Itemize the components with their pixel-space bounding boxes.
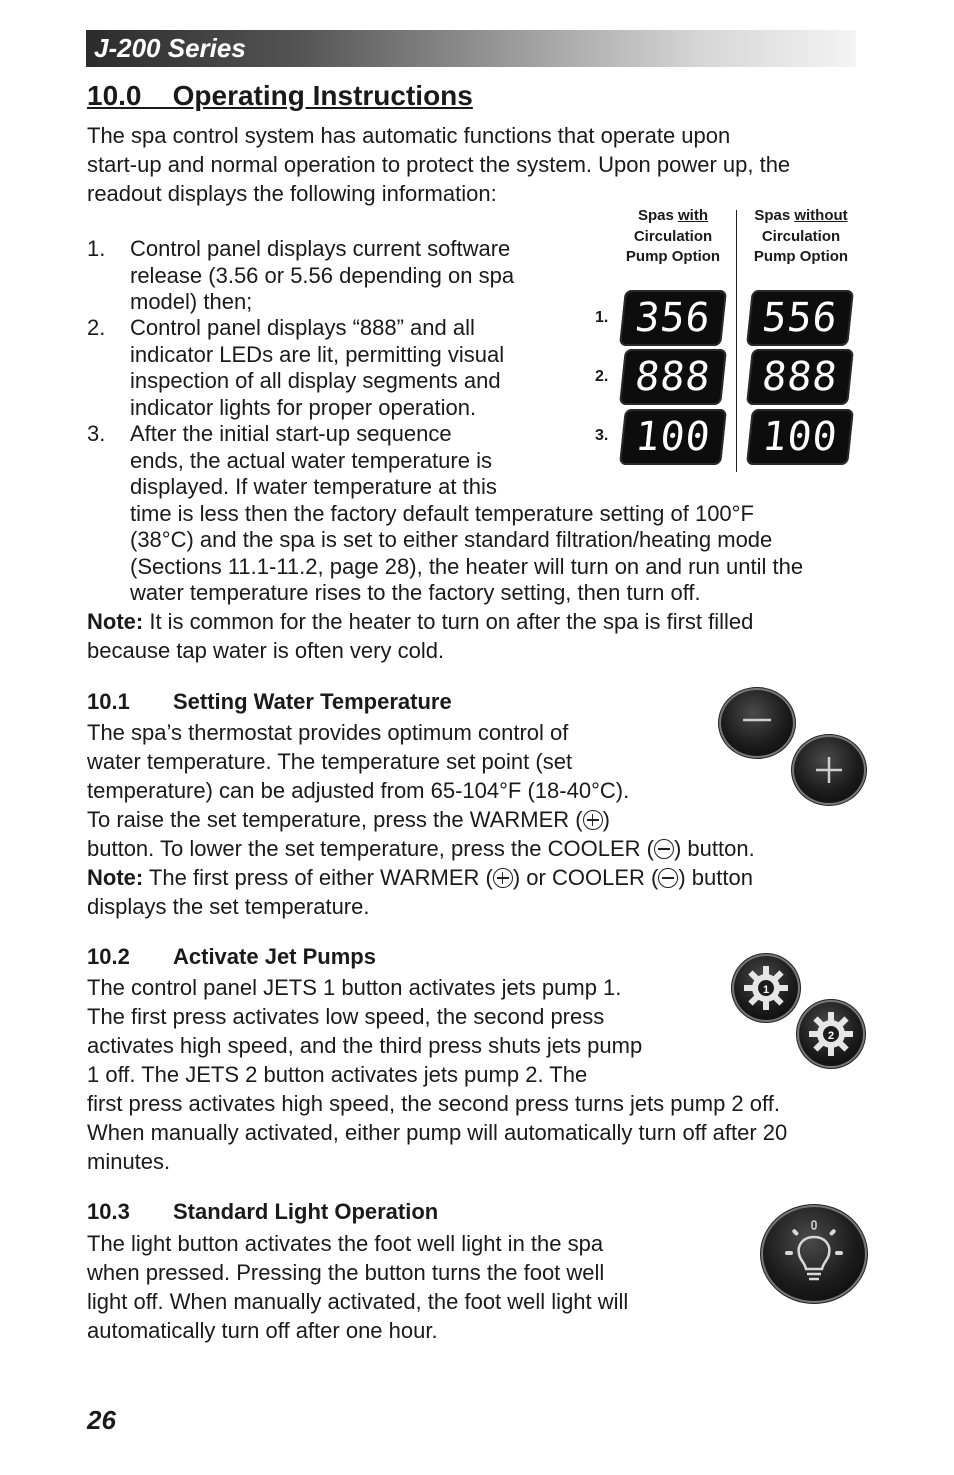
para-text: The first press of either WARMER ( xyxy=(143,865,493,890)
subsection-number: 10.1 xyxy=(87,689,130,714)
list-number: 3. xyxy=(87,421,106,446)
series-title: J-200 Series xyxy=(94,33,246,63)
lcd-display: 556 xyxy=(746,290,854,346)
list-number: 1. xyxy=(87,236,106,261)
para-line: first press activates high speed, the second press turns jets pump 2 off. xyxy=(87,1091,780,1116)
para-line: automatically turn off after one hour. xyxy=(87,1318,438,1343)
paragraph-10-1 xyxy=(87,718,755,921)
para-line: activates high speed, and the third press shuts jets pump xyxy=(87,1033,643,1058)
list-item-2 xyxy=(130,315,504,421)
jet-number: 1 xyxy=(762,984,770,996)
para-line: The spa’s thermostat provides optimum control of xyxy=(87,720,569,745)
jets-2-button[interactable] xyxy=(799,1002,863,1066)
jets-1-icon xyxy=(734,956,798,1020)
col-head-text: Pump Option xyxy=(625,248,721,265)
col-head-text: Spas xyxy=(637,207,679,224)
list-line: inspection of all display segments and xyxy=(130,368,501,393)
para-line: When manually activated, either pump will automatically turn off after 20 xyxy=(87,1120,788,1145)
page-number: 26 xyxy=(87,1405,116,1435)
lcd-display: 888 xyxy=(746,349,854,405)
list-line: (38°C) and the spa is set to either standard filtration/heating mode xyxy=(130,527,773,552)
intro-paragraph xyxy=(87,121,790,208)
note-heater xyxy=(87,607,753,665)
col-head-emphasis: without xyxy=(794,207,848,224)
subsection-heading: Activate Jet Pumps xyxy=(173,944,376,969)
lcd-display: 888 xyxy=(619,349,727,405)
lcd-display: 356 xyxy=(619,290,727,346)
list-item-1 xyxy=(130,236,514,316)
col-head-text: Pump Option xyxy=(753,248,849,265)
subsection-title-10-3 xyxy=(87,1199,438,1225)
display-row-label: 3. xyxy=(595,427,609,444)
subsection-heading: Standard Light Operation xyxy=(173,1199,439,1224)
para-line: minutes. xyxy=(87,1149,171,1174)
subsection-number: 10.2 xyxy=(87,944,130,969)
minus-icon xyxy=(721,690,793,756)
cooler-button[interactable] xyxy=(721,690,793,756)
jet-number: 2 xyxy=(827,1030,835,1042)
para-text: ) or COOLER ( xyxy=(512,865,659,890)
col-head-emphasis: with xyxy=(678,207,709,224)
minus-circle-icon xyxy=(654,839,674,859)
note-label: Note: xyxy=(87,865,144,890)
warmer-button[interactable] xyxy=(794,737,864,803)
plus-circle-icon xyxy=(493,868,513,888)
col-head-text: Circulation xyxy=(761,227,841,245)
list-line: indicator LEDs are lit, permitting visual xyxy=(130,341,505,367)
list-line: time is less then the factory default temperature setting of 100°F xyxy=(130,500,754,526)
para-line: The light button activates the foot well light in the spa xyxy=(87,1231,604,1256)
lcd-display: 100 xyxy=(746,409,854,465)
note-label: Note: xyxy=(87,609,144,634)
para-text: ) xyxy=(602,807,610,832)
intro-line: start-up and normal operation to protect the system. Upon power up, the xyxy=(87,152,791,177)
list-line: Control panel displays “888” and all xyxy=(130,315,475,340)
para-line: when pressed. Pressing the button turns the foot well xyxy=(87,1260,605,1285)
para-text: To raise the set temperature, press the WARMER ( xyxy=(87,807,583,832)
plus-circle-icon xyxy=(583,810,603,830)
col-head-text: Spas xyxy=(754,207,795,224)
list-line: release (3.56 or 5.56 depending on spa xyxy=(130,262,515,288)
para-line: water temperature. The temperature set point (set xyxy=(87,749,573,774)
plus-icon xyxy=(794,737,864,803)
list-line: model) then; xyxy=(130,289,253,314)
para-line: temperature) can be adjusted from 65-104°F (18-40°C). xyxy=(87,778,630,803)
para-line: light off. When manually activated, the foot well light will xyxy=(87,1289,629,1314)
col-head-text: Circulation xyxy=(633,227,713,245)
paragraph-10-2 xyxy=(87,973,787,1176)
subsection-title-10-1 xyxy=(87,689,452,715)
list-line: (Sections 11.1-11.2, page 28), the heater will turn on and run until the xyxy=(130,553,804,579)
para-text: button. To lower the set temperature, press the COOLER ( xyxy=(87,836,654,861)
list-number: 2. xyxy=(87,315,106,340)
light-button[interactable] xyxy=(763,1207,865,1301)
section-title: 10.0 Operating Instructions xyxy=(87,80,473,111)
intro-line: The spa control system has automatic functions that operate upon xyxy=(87,123,731,148)
paragraph-10-3 xyxy=(87,1229,628,1345)
para-line: 1 off. The JETS 2 button activates jets pump 2. The xyxy=(87,1062,588,1087)
list-line: Control panel displays current software xyxy=(130,236,511,261)
list-line: displayed. If water temperature at this xyxy=(130,474,497,499)
list-line: ends, the actual water temperature is xyxy=(130,447,492,473)
jets-2-icon xyxy=(799,1002,863,1066)
column-header-with xyxy=(612,206,734,268)
para-text: ) button. xyxy=(673,836,755,861)
column-header-without xyxy=(740,206,862,268)
jets-1-button[interactable] xyxy=(734,956,798,1020)
series-header-bar xyxy=(86,30,856,67)
para-line: The first press activates low speed, the second press xyxy=(87,1004,605,1029)
subsection-number: 10.3 xyxy=(87,1199,130,1224)
column-divider xyxy=(736,210,737,472)
light-bulb-icon xyxy=(763,1207,865,1301)
display-row-label: 1. xyxy=(595,309,609,326)
note-text: It is common for the heater to turn on after the spa is first filled xyxy=(143,609,754,634)
para-text: ) button xyxy=(678,865,753,890)
subsection-title-10-2 xyxy=(87,944,376,970)
para-line: The control panel JETS 1 button activates jets pump 1. xyxy=(87,975,622,1000)
lcd-display: 100 xyxy=(619,409,727,465)
list-line: water temperature rises to the factory setting, then turn off. xyxy=(130,580,701,605)
list-line: After the initial start-up sequence xyxy=(130,421,452,446)
note-text: because tap water is often very cold. xyxy=(87,638,445,663)
para-line: displays the set temperature. xyxy=(87,894,370,919)
display-row-label: 2. xyxy=(595,368,609,385)
subsection-heading: Setting Water Temperature xyxy=(173,689,452,714)
list-line: indicator lights for proper operation. xyxy=(130,394,477,420)
intro-line: readout displays the following information: xyxy=(87,181,497,206)
minus-circle-icon xyxy=(658,868,678,888)
